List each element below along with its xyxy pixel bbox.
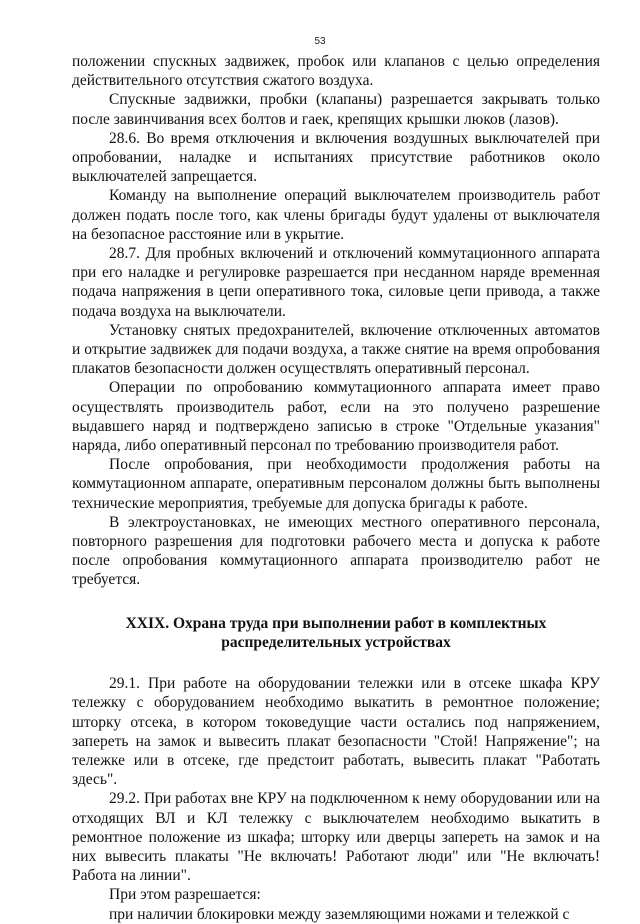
document-body — [72, 52, 600, 924]
section-heading-line-1: XXIX. Охрана труда при выполнении работ в комплектных — [125, 614, 547, 632]
paragraph: При этом разрешается: — [109, 886, 261, 904]
paragraph: После опробования, при необходимости продолжения работы на коммутационном аппарате, оперативным персоналом должны быть выполнены технические мероприятия, требуемые для допуска бригады к работе. — [72, 456, 600, 512]
section-heading-line-2: распределительных устройствах — [221, 633, 451, 651]
section-heading — [72, 614, 600, 652]
paragraph: Команду на выполнение операций выключателем производитель работ должен подать после того, как члены бригады будут удалены от выключателя на безопасное расстояние или в укрытие. — [72, 187, 600, 243]
paragraph: Операции по опробованию коммутационного аппарата имеет право осуществлять производитель работ, если на это получено разрешение выдавшего наряд и подтверждено записью в строке "Отдельные указания" наряда, либо оперативный персонал по требованию производителя работ. — [72, 379, 600, 455]
paragraph: 28.6. Во время отключения и включения воздушных выключателей при опробовании, наладке и испытаниях присутствие работников около выключателей запрещается. — [72, 129, 600, 186]
paragraph: 28.7. Для пробных включений и отключений коммутационного аппарата при его наладке и регулировке разрешается при несданном наряде временная подача напряжения в цепи оперативного тока, силовые цепи привода, а также подача воздуха на выключатели. — [72, 245, 600, 320]
paragraph: 29.2. При работах вне КРУ на подключенном к нему оборудовании или на отходящих ВЛ и КЛ тележку с выключателем необходимо выкатить в ремонтное положение из шкафа; шторку или дверцы запереть на замок и на них вывесить плакаты "Не включать! Работают люди" или "Не включать! Работа на линии". — [72, 790, 600, 885]
paragraph: положении спускных задвижек, пробок или клапанов с целью определения действительного отсутствия сжатого воздуха. — [72, 53, 600, 90]
page-number: 53 — [314, 36, 326, 47]
paragraph: Спускные задвижки, пробки (клапаны) разрешается закрывать только после завинчивания всех болтов и гаек, крепящих крышки люков (лазов). — [72, 91, 600, 128]
paragraph: при наличии блокировки между заземляющими ножами и тележкой с — [109, 905, 570, 923]
paragraph: В электроустановках, не имеющих местного оперативного персонала, повторного разрешения для подготовки рабочего места и допуска к работе после опробования коммутационного аппарата производителю работ не требуется. — [72, 513, 600, 589]
paragraph: 29.1. При работе на оборудовании тележки или в отсеке шкафа КРУ тележку с оборудованием необходимо выкатить в ремонтное положение; шторку отсека, в котором токоведущие части остались под напряжением, запереть на замок и вывесить плакат безопасности "Стой! Напряжение"; на тележке или в отсеке, где предстоит работать, вывесить плакат "Работать здесь". — [72, 675, 600, 789]
paragraph: Установку снятых предохранителей, включение отключенных автоматов и открытие задвижек для подачи воздуха, а также снятие на время опробования плакатов безопасности должен осуществлять оперативный персонал. — [72, 321, 600, 378]
